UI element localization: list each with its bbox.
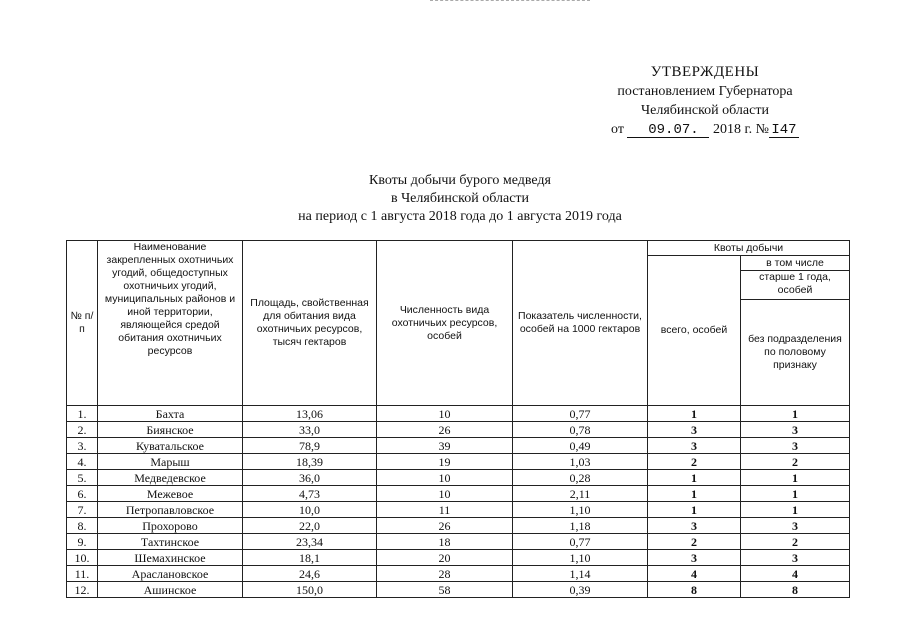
cell-num: 10. [67,550,98,566]
approval-title: УТВЕРЖДЕНЫ [650,64,760,80]
cell-name: Шемахинское [98,550,243,566]
cell-name: Арасланoвское [98,566,243,582]
cell-num: 12. [67,582,98,598]
cell-population: 39 [377,438,513,454]
cell-total: 3 [648,550,741,566]
approval-date-line [580,120,830,139]
cell-older: 3 [741,422,850,438]
cell-population: 58 [377,582,513,598]
cell-population: 26 [377,422,513,438]
cell-name: Марыш [98,454,243,470]
cell-name: Прохорово [98,518,243,534]
cell-total: 4 [648,566,741,582]
cell-population: 26 [377,518,513,534]
cell-name: Медведевское [98,470,243,486]
cell-area: 10,0 [243,502,377,518]
approval-block [580,63,830,139]
header-area: Площадь, свойственная для обитания вида охотничьих ресурсов, тысяч гектаров [243,241,377,406]
cell-older: 4 [741,566,850,582]
header-including: в том числе [741,256,850,271]
cell-density: 1,18 [513,518,648,534]
date-suffix: 2018 г. № [712,122,769,137]
cell-name: Куватальское [98,438,243,454]
cell-num: 8. [67,518,98,534]
cell-population: 10 [377,486,513,502]
cell-density: 0,28 [513,470,648,486]
cell-older: 3 [741,438,850,454]
date-value: 09.07. [627,123,709,138]
cell-num: 6. [67,486,98,502]
cell-density: 1,03 [513,454,648,470]
approval-line2: Челябинской области [641,103,769,118]
cell-older: 1 [741,406,850,422]
cell-num: 7. [67,502,98,518]
cell-name: Тахтинское [98,534,243,550]
table-row [67,422,850,438]
decree-number: I47 [769,123,799,138]
cell-area: 22,0 [243,518,377,534]
table-row [67,534,850,550]
cell-total: 2 [648,454,741,470]
header-older: старше 1 года, особей [741,271,850,300]
cell-num: 2. [67,422,98,438]
top-scan-rule [430,0,590,1]
document-title [180,172,740,226]
table-body [67,406,850,598]
title-line2: в Челябинской области [390,191,530,206]
cell-name: Петропавловское [98,502,243,518]
table-row [67,502,850,518]
cell-area: 4,73 [243,486,377,502]
cell-population: 11 [377,502,513,518]
cell-density: 1,10 [513,550,648,566]
cell-num: 11. [67,566,98,582]
cell-density: 0,78 [513,422,648,438]
header-num: № п/п [67,241,98,406]
cell-older: 1 [741,470,850,486]
cell-older: 1 [741,486,850,502]
cell-num: 9. [67,534,98,550]
cell-area: 24,6 [243,566,377,582]
cell-older: 8 [741,582,850,598]
cell-name: Биянское [98,422,243,438]
cell-total: 3 [648,422,741,438]
table-row [67,486,850,502]
cell-area: 33,0 [243,422,377,438]
cell-population: 18 [377,534,513,550]
cell-population: 20 [377,550,513,566]
cell-density: 1,14 [513,566,648,582]
header-density: Показатель численности, особей на 1000 гектаров [513,241,648,406]
cell-total: 8 [648,582,741,598]
cell-num: 4. [67,454,98,470]
cell-older: 1 [741,502,850,518]
table-row [67,470,850,486]
cell-name: Ашинское [98,582,243,598]
cell-density: 1,10 [513,502,648,518]
cell-total: 3 [648,518,741,534]
cell-older: 3 [741,518,850,534]
cell-density: 0,77 [513,406,648,422]
cell-population: 28 [377,566,513,582]
cell-population: 10 [377,406,513,422]
cell-area: 78,9 [243,438,377,454]
cell-area: 150,0 [243,582,377,598]
date-prefix: от [611,122,624,137]
cell-total: 3 [648,438,741,454]
cell-num: 1. [67,406,98,422]
header-population: Численность вида охотничьих ресурсов, особей [377,241,513,406]
cell-total: 2 [648,534,741,550]
table-row [67,454,850,470]
cell-area: 23,34 [243,534,377,550]
cell-older: 2 [741,454,850,470]
header-total: всего, особей [648,256,741,406]
quota-table [66,240,850,598]
cell-total: 1 [648,486,741,502]
cell-older: 2 [741,534,850,550]
table-row [67,566,850,582]
cell-area: 13,06 [243,406,377,422]
header-quota-group: Квоты добычи [648,241,850,256]
table-row [67,550,850,566]
cell-density: 0,49 [513,438,648,454]
cell-older: 3 [741,550,850,566]
cell-population: 10 [377,470,513,486]
table-row [67,518,850,534]
table-row [67,406,850,422]
cell-name: Межевое [98,486,243,502]
cell-num: 5. [67,470,98,486]
cell-total: 1 [648,502,741,518]
cell-total: 1 [648,470,741,486]
cell-area: 18,39 [243,454,377,470]
cell-area: 18,1 [243,550,377,566]
cell-total: 1 [648,406,741,422]
cell-area: 36,0 [243,470,377,486]
cell-num: 3. [67,438,98,454]
cell-population: 19 [377,454,513,470]
cell-density: 0,39 [513,582,648,598]
table-row [67,438,850,454]
header-name: Наименование закрепленных охотничьих угодий, общедоступных охотничьих угодий, муниципальных районов и иной территории, являющейся средой обитания охотничьих ресурсов [98,241,243,406]
cell-density: 0,77 [513,534,648,550]
header-no-sex: без подразделения по половому признаку [741,300,850,406]
table-row [67,582,850,598]
title-line3: на период с 1 августа 2018 года до 1 августа 2019 года [298,209,622,224]
approval-line1: постановлением Губернатора [617,84,793,99]
title-line1: Квоты добычи бурого медведя [369,173,551,188]
cell-name: Бахта [98,406,243,422]
cell-density: 2,11 [513,486,648,502]
